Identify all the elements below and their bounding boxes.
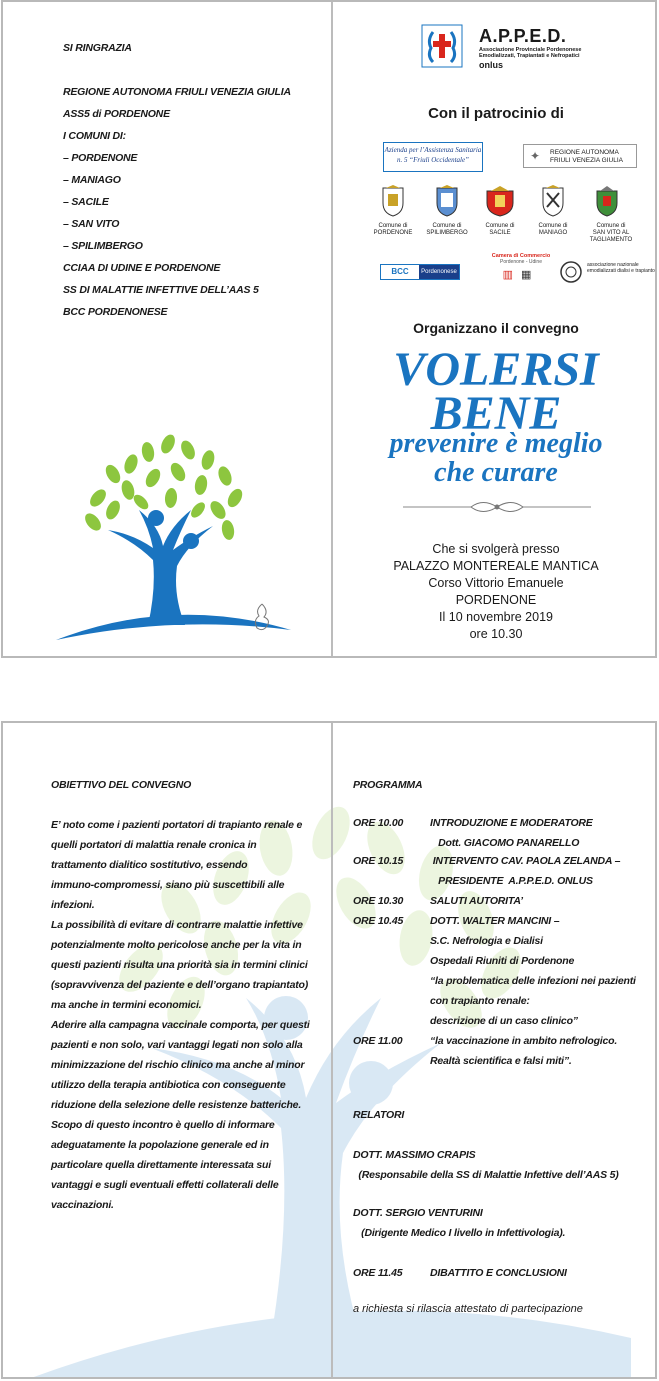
spilimbergo-crest-icon [434,185,460,217]
comune-line1: Comune di [596,223,626,229]
san-vito-crest-icon [594,185,620,217]
thanks-item: – SAN VITO [63,218,120,230]
event-title-line2: BENE [430,387,562,440]
apped-acronym: A.P.P.E.D. [479,26,567,46]
thanks-heading: SI RINGRAZIA [63,42,132,54]
program-line: con trapianto renale: [430,995,530,1007]
thanks-item: ASS5 di PORDENONE [63,108,170,120]
event-subtitle-line1: prevenire è meglio [389,428,603,459]
event-title-line1: VOLERSI [393,343,599,396]
objective-line: minimizzazione del rischio clinico ma anche al minor [51,1059,305,1071]
objective-line: potenzialmente molto pericolose anche per la vita in [51,939,302,951]
objective-line: infezioni. [51,899,95,911]
objective-line: questi pazienti risulta una priorità sia in termini clinici [51,959,308,971]
camera-icons: ▥▦ [502,269,540,281]
aned-logo-icon [559,260,583,284]
speaker-role: (Dirigente Medico I livello in Infettivologia). [353,1227,566,1239]
region-logo [523,144,637,168]
comune-line1: Comune di [378,223,408,229]
camera-commercio-logo [481,253,561,281]
comune-line2: SAN VITO AL TAGLIAMENTO [589,230,633,243]
region-eagle-icon: ✦ [530,149,541,163]
thanks-item: BCC PORDENONESE [63,306,168,318]
program-line: S.C. Nefrologia e Dialisi [430,935,543,947]
venue-line: Che si svolgerà presso [432,542,560,556]
thanks-item: SS DI MALATTIE INFETTIVE DELL’AAS 5 [63,284,259,296]
program-line: Realtà scientifica e falsi miti”. [430,1055,572,1067]
ornamental-divider [401,496,593,518]
program-heading: PROGRAMMA [353,779,423,791]
brochure-inner-sheet [1,721,657,1379]
objective-line: immuno-compromessi, siano più suscettibili alle [51,879,285,891]
certificate-note: a richiesta si rilascia attestato di partecipazione [353,1303,583,1315]
program-line: PRESIDENTE A.P.P.E.D. ONLUS [430,875,593,887]
program-line: descrizione di un caso clinico” [430,1015,578,1027]
comune-line2: MANIAGO [538,230,568,236]
brochure-outer-sheet [1,0,657,658]
program-time: ORE 11.00 [353,1035,403,1047]
speaker-role: (Responsabile della SS di Malattie Infettive dell’AAS 5) [353,1169,619,1181]
comune-line1: Comune di [432,223,462,229]
camera-line1: Camera di Commercio [491,253,551,259]
aned-line1: associazione nazionale [587,262,639,268]
apped-onlus: onlus [479,60,503,70]
program-line: “la problematica delle infezioni nei pazienti [430,975,636,987]
organize-heading: Organizzano il convegno [413,320,579,336]
objective-line: particolare quella direttamente interessata sui [51,1159,271,1171]
objective-line: adeguatamente la popolazione generale ed in [51,1139,269,1151]
speakers-heading: RELATORI [353,1109,405,1121]
speaker-name: DOTT. MASSIMO CRAPIS [353,1149,476,1161]
comune-line2: SACILE [489,230,511,236]
program-line: “la vaccinazione in ambito nefrologico. [430,1035,618,1047]
program-line: INTRODUZIONE E MODERATORE [430,817,593,829]
program-time: ORE 11.45 [353,1267,403,1279]
thanks-item: – SPILIMBERGO [63,240,143,252]
comune-line1: Comune di [485,223,515,229]
thanks-item: – PORDENONE [63,152,138,164]
objective-line: Aderire alla campagna vaccinale comporta, per questi [51,1019,310,1031]
apped-subtitle-1: Associazione Provinciale Pordenonese [479,47,582,53]
bcc-logo [380,264,460,280]
speaker-name: DOTT. SERGIO VENTURINI [353,1207,483,1219]
program-line: INTERVENTO CAV. PAOLA ZELANDA – [430,855,621,867]
thanks-item: REGIONE AUTONOMA FRIULI VENEZIA GIULIA [63,86,291,98]
program-line: Dott. GIACOMO PANARELLO [430,837,580,849]
program-line: DOTT. WALTER MANCINI – [430,915,560,927]
objective-line: Scopo di questo incontro è quello di informare [51,1119,275,1131]
objective-line: trattamento dialitico sostitutivo, essendo [51,859,248,871]
asl-logo-line1: Azienda per l’Assistenza Sanitaria [384,146,482,154]
region-logo-line1: REGIONE AUTONOMA [550,149,619,156]
thanks-item: I COMUNI DI: [63,130,126,142]
pordenone-crest-icon [380,185,406,217]
venue-line: Corso Vittorio Emanuele [428,576,564,590]
asl-logo-line2: n. 5 “Friuli Occidentale” [397,156,469,164]
program-time: ORE 10.30 [353,895,404,907]
objective-line: ma anche in termini economici. [51,999,202,1011]
aned-line2: emodializzati dialisi e trapianto [587,268,655,274]
objective-line: riduzione della selezione delle resistenze batteriche. [51,1099,302,1111]
sacile-crest-icon [485,185,515,217]
event-subtitle-line2: che curare [434,457,558,488]
venue-line: PALAZZO MONTEREALE MANTICA [393,559,599,573]
program-line: SALUTI AUTORITA’ [430,895,523,907]
thanks-item: CCIAA DI UDINE E PORDENONE [63,262,221,274]
comune-label [571,223,651,244]
apped-logo [421,24,463,68]
program-line: Ospedali Riuniti di Pordenone [430,955,575,967]
venue-block [333,541,657,643]
program-time: ORE 10.45 [353,915,404,927]
venue-line: Il 10 novembre 2019 [439,610,553,624]
objective-heading: OBIETTIVO DEL CONVEGNO [51,779,192,791]
venue-line: PORDENONE [455,593,537,607]
comune-line2: PORDENONE [373,230,413,236]
signature-mark [251,602,273,632]
camera-line2: Pordenone - Udine [500,259,542,265]
patronage-heading: Con il patrocinio di [428,105,564,122]
fold-line [331,723,333,1377]
aned-text [587,262,655,274]
program-line: DIBATTITO E CONCLUSIONI [430,1267,567,1279]
objective-line: (sopravvivenza del paziente e dell’organo trapiantato) [51,979,309,991]
objective-line: quelli portatori di malattia renale cronica in [51,839,257,851]
region-logo-line2: FRIULI VENEZIA GIULIA [550,157,623,164]
venue-line: ore 10.30 [469,627,523,641]
bcc-mark: BCC [383,266,417,278]
thanks-item: – SACILE [63,196,109,208]
objective-line: utilizzo della terapia antibiotica con conseguente [51,1079,286,1091]
bcc-name: Pordenonese [419,265,459,279]
thanks-item: – MANIAGO [63,174,121,186]
comune-line1: Comune di [538,223,568,229]
objective-line: pazienti e non solo, vari vantaggi legati non solo alla [51,1039,303,1051]
program-time: ORE 10.15 [353,855,404,867]
program-time: ORE 10.00 [353,817,404,829]
apped-subtitle-2: Emodializzati, Trapiantati e Nefropatici [479,53,580,59]
comune-line2: SPILIMBERGO [426,230,468,236]
maniago-crest-icon [540,185,566,217]
objective-line: E’ noto come i pazienti portatori di trapianto renale e [51,819,303,831]
asl-logo [383,142,483,172]
objective-line: vantaggi e sugli eventuali effetti collaterali delle [51,1179,279,1191]
objective-line: La possibilità di evitare di contrarre malattie infettive [51,919,303,931]
objective-line: vaccinazioni. [51,1199,114,1211]
